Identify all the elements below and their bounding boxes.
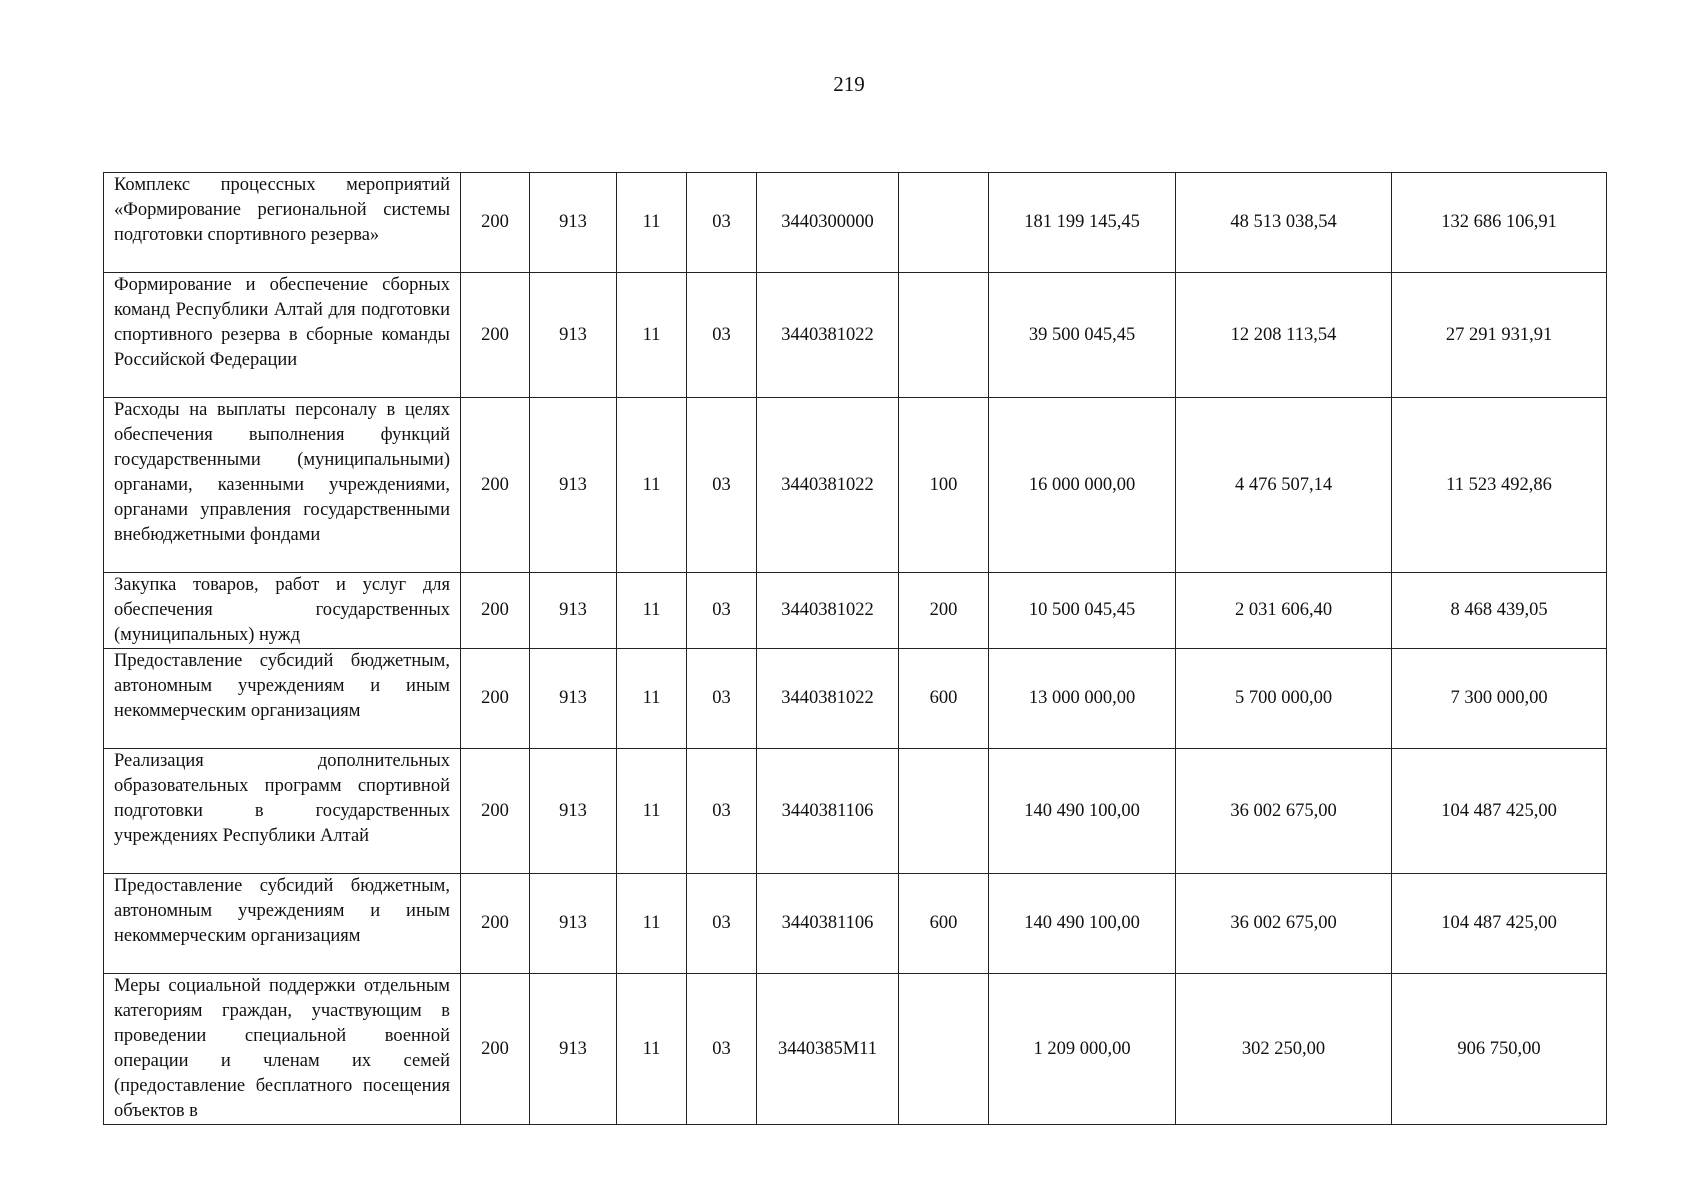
table-row (104, 649, 1607, 749)
cell-vr (899, 749, 989, 874)
cell-c3: 11 (617, 649, 687, 749)
table-row (104, 173, 1607, 273)
cell-c4: 03 (687, 749, 757, 874)
cell-c4: 03 (687, 173, 757, 273)
cell-c2: 913 (530, 573, 617, 649)
cell-sum2: 48 513 038,54 (1176, 173, 1392, 273)
cell-c1: 200 (461, 874, 530, 974)
cell-vr (899, 273, 989, 398)
cell-sum1: 140 490 100,00 (989, 749, 1176, 874)
cell-c3: 11 (617, 398, 687, 573)
cell-code: 3440300000 (757, 173, 899, 273)
cell-c4: 03 (687, 398, 757, 573)
cell-code: 3440381022 (757, 573, 899, 649)
cell-sum2: 4 476 507,14 (1176, 398, 1392, 573)
cell-sum3: 104 487 425,00 (1392, 874, 1607, 974)
table-row (104, 273, 1607, 398)
cell-vr (899, 974, 989, 1125)
cell-vr: 200 (899, 573, 989, 649)
cell-c2: 913 (530, 749, 617, 874)
row-name: Реализация дополнительных образовательных программ спортивной подготовки в государственных учреждениях Республики Алтай (104, 749, 461, 874)
cell-c2: 913 (530, 173, 617, 273)
cell-sum2: 302 250,00 (1176, 974, 1392, 1125)
cell-c1: 200 (461, 573, 530, 649)
cell-sum2: 2 031 606,40 (1176, 573, 1392, 649)
cell-sum2: 36 002 675,00 (1176, 749, 1392, 874)
cell-sum2: 12 208 113,54 (1176, 273, 1392, 398)
row-name: Комплекс процессных мероприятий «Формирование региональной системы подготовки спортивного резерва» (104, 173, 461, 273)
cell-sum3: 27 291 931,91 (1392, 273, 1607, 398)
cell-sum2: 5 700 000,00 (1176, 649, 1392, 749)
cell-c1: 200 (461, 649, 530, 749)
table-row (104, 398, 1607, 573)
cell-sum1: 10 500 045,45 (989, 573, 1176, 649)
cell-c1: 200 (461, 398, 530, 573)
cell-c3: 11 (617, 573, 687, 649)
cell-c3: 11 (617, 874, 687, 974)
table-row (104, 974, 1607, 1125)
table-row (104, 749, 1607, 874)
row-name: Формирование и обеспечение сборных команд Республики Алтай для подготовки спортивного резерва в сборные команды Российской Федерации (104, 273, 461, 398)
cell-c1: 200 (461, 974, 530, 1125)
cell-vr (899, 173, 989, 273)
cell-c3: 11 (617, 974, 687, 1125)
cell-c2: 913 (530, 273, 617, 398)
cell-sum1: 39 500 045,45 (989, 273, 1176, 398)
row-name: Предоставление субсидий бюджетным, автономным учреждениям и иным некоммерческим организациям (104, 649, 461, 749)
cell-sum3: 132 686 106,91 (1392, 173, 1607, 273)
cell-sum1: 181 199 145,45 (989, 173, 1176, 273)
cell-code: 3440381022 (757, 398, 899, 573)
table-row (104, 874, 1607, 974)
cell-sum1: 16 000 000,00 (989, 398, 1176, 573)
cell-c4: 03 (687, 273, 757, 398)
cell-c2: 913 (530, 649, 617, 749)
row-name-text: Меры социальной поддержки отдельным категориям граждан, участвующим в проведении специальной военной операции и членам их семей (предоставление бесплатного посещения объектов в (114, 976, 450, 1121)
cell-c4: 03 (687, 874, 757, 974)
row-name: Закупка товаров, работ и услуг для обеспечения государственных (муниципальных) нужд (104, 573, 461, 649)
cell-vr: 600 (899, 649, 989, 749)
cell-c3: 11 (617, 273, 687, 398)
cell-c4: 03 (687, 974, 757, 1125)
cell-code: 3440381106 (757, 874, 899, 974)
cell-c1: 200 (461, 173, 530, 273)
cell-c4: 03 (687, 573, 757, 649)
cell-c1: 200 (461, 749, 530, 874)
cell-c2: 913 (530, 974, 617, 1125)
page-number: 219 (833, 72, 865, 96)
cell-c1: 200 (461, 273, 530, 398)
cell-code: 3440381022 (757, 273, 899, 398)
cell-code: 3440381022 (757, 649, 899, 749)
cell-sum1: 1 209 000,00 (989, 974, 1176, 1125)
cell-c2: 913 (530, 398, 617, 573)
table-row (104, 573, 1607, 649)
cell-sum2: 36 002 675,00 (1176, 874, 1392, 974)
cell-code: 3440381106 (757, 749, 899, 874)
cell-vr: 600 (899, 874, 989, 974)
cell-sum1: 140 490 100,00 (989, 874, 1176, 974)
cell-c2: 913 (530, 874, 617, 974)
cell-c4: 03 (687, 649, 757, 749)
cell-c3: 11 (617, 173, 687, 273)
cell-sum3: 8 468 439,05 (1392, 573, 1607, 649)
cell-sum3: 7 300 000,00 (1392, 649, 1607, 749)
cell-c3: 11 (617, 749, 687, 874)
budget-table (103, 172, 1607, 1125)
row-name (104, 974, 461, 1125)
cell-code: 3440385М11 (757, 974, 899, 1125)
cell-sum3: 104 487 425,00 (1392, 749, 1607, 874)
cell-sum1: 13 000 000,00 (989, 649, 1176, 749)
cell-vr: 100 (899, 398, 989, 573)
cell-sum3: 11 523 492,86 (1392, 398, 1607, 573)
row-name: Предоставление субсидий бюджетным, автономным учреждениям и иным некоммерческим организациям (104, 874, 461, 974)
row-name: Расходы на выплаты персоналу в целях обеспечения выполнения функций государственными (муниципальными) органами, казенными учреждениями, органами управления государственными внебюджетными фондами (104, 398, 461, 573)
cell-sum3: 906 750,00 (1392, 974, 1607, 1125)
